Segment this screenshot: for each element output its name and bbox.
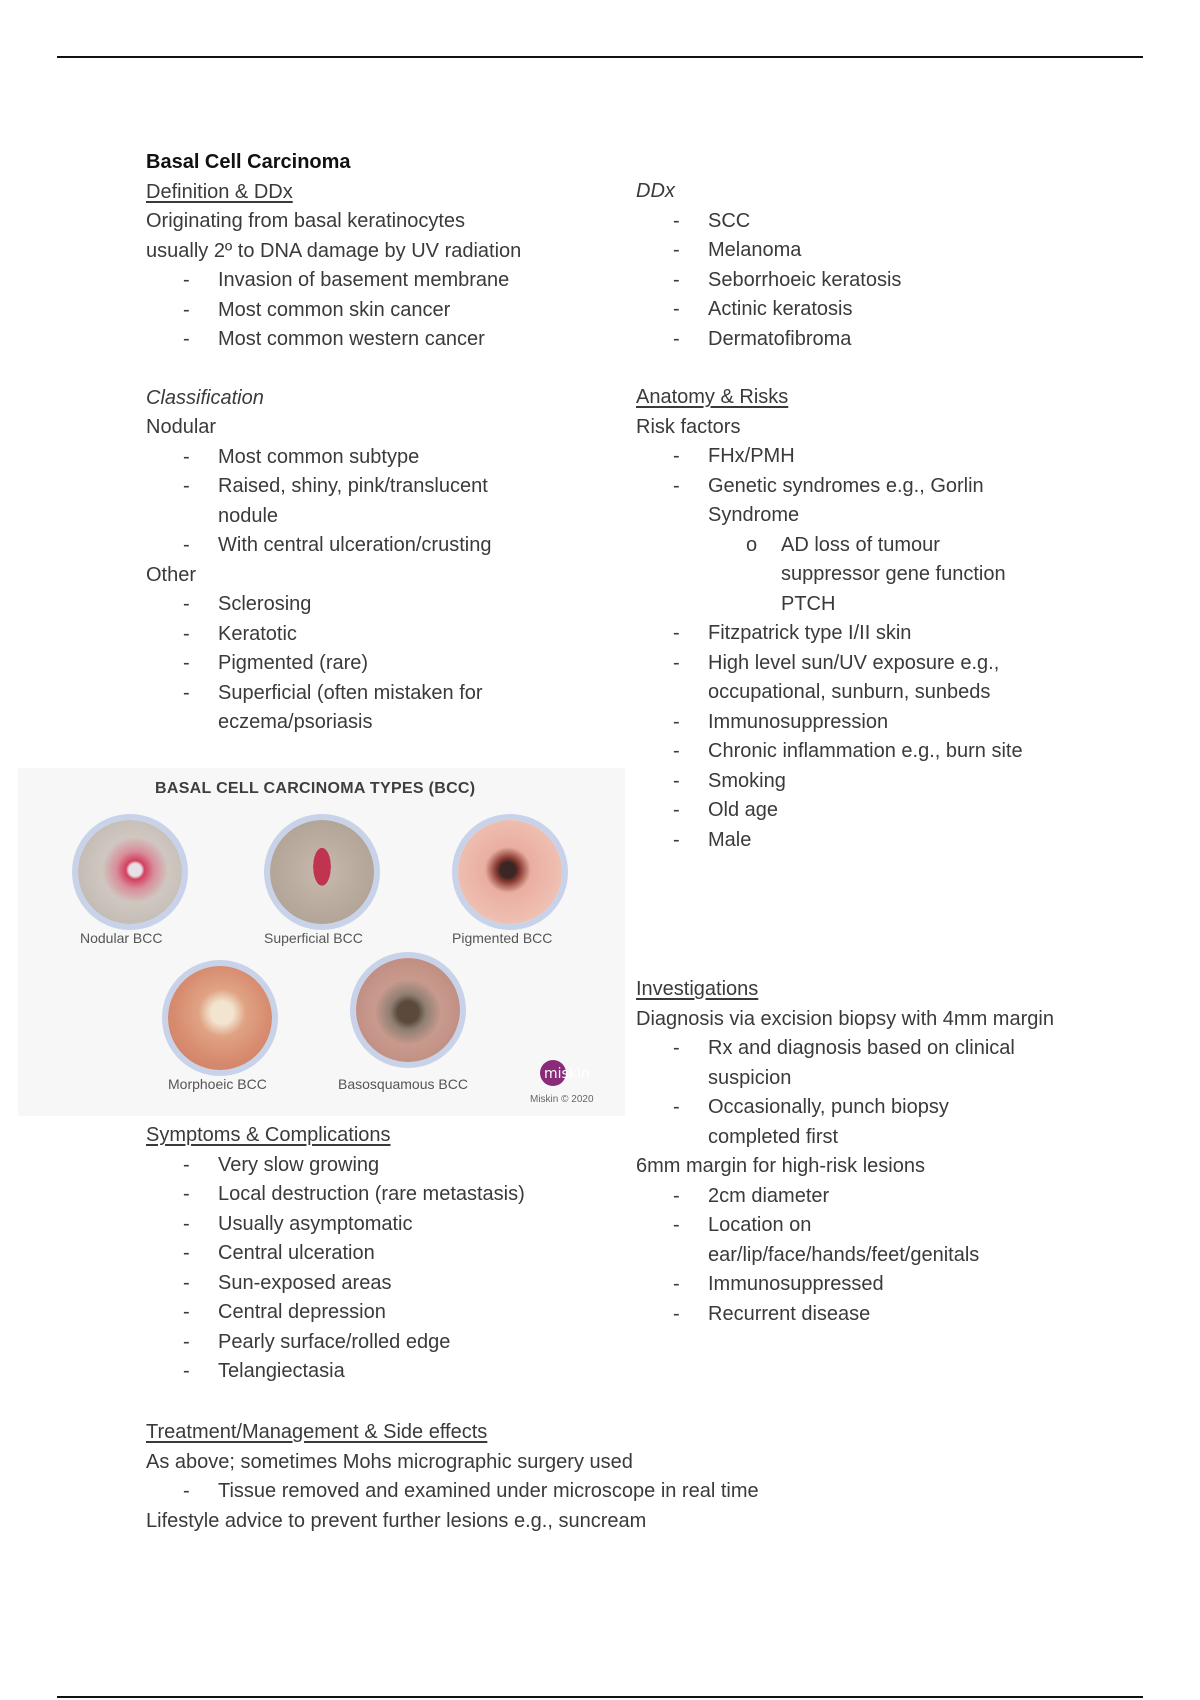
- list-item: - Pearly surface/rolled edge: [146, 1328, 616, 1358]
- high-risk-list: [636, 1182, 1056, 1330]
- treatment-line: Lifestyle advice to prevent further lesions e.g., suncream: [146, 1509, 647, 1532]
- figure-caption: Morphoeic BCC: [168, 1076, 267, 1092]
- definition-heading: Definition & DDx: [146, 180, 293, 203]
- list-item: - High level sun/UV exposure e.g., occupational, sunburn, sunbeds: [636, 649, 1056, 708]
- list-item: - Occasionally, punch biopsy completed first: [636, 1093, 1008, 1152]
- list-item: - Location on ear/lip/face/hands/feet/genitals: [636, 1211, 1038, 1270]
- treatment-section: [146, 1418, 1046, 1536]
- list-item: - Central ulceration: [146, 1239, 616, 1269]
- figure-caption: Pigmented BCC: [452, 930, 553, 946]
- ddx-heading: DDx: [636, 180, 675, 202]
- treatment-list: [146, 1477, 1046, 1507]
- list-item: - Rx and diagnosis based on clinical suspicion: [636, 1034, 1056, 1093]
- list-item: - Most common western cancer: [146, 325, 616, 355]
- basosquamous-bcc-image: [356, 958, 460, 1062]
- morphoeic-bcc-image: [168, 966, 272, 1070]
- figure-caption: Basosquamous BCC: [338, 1076, 468, 1092]
- list-item: - With central ulceration/crusting: [146, 531, 616, 561]
- nodular-list: [146, 443, 616, 561]
- list-item: - Tissue removed and examined under microscope in real time: [146, 1477, 1046, 1507]
- bcc-types-figure: [18, 768, 625, 1116]
- list-item: - Sun-exposed areas: [146, 1269, 616, 1299]
- superficial-bcc-image: [270, 820, 374, 924]
- list-item: - Sclerosing: [146, 590, 616, 620]
- anatomy-heading: Anatomy & Risks: [636, 386, 789, 408]
- list-item: - Telangiectasia: [146, 1357, 616, 1387]
- investigations-line: 6mm margin for high-risk lesions: [636, 1155, 925, 1177]
- list-item: - FHx/PMH: [636, 442, 1056, 472]
- symptoms-list: [146, 1151, 616, 1387]
- other-label: Other: [146, 563, 197, 586]
- list-item: - Superficial (often mistaken for eczema/psoriasis: [146, 679, 538, 738]
- list-item: - Invasion of basement membrane: [146, 266, 616, 296]
- definition-line: Originating from basal keratinocytes: [146, 210, 466, 232]
- other-list: [146, 590, 616, 738]
- list-item: - Seborrhoeic keratosis: [636, 266, 1056, 296]
- list-item: - Melanoma: [636, 236, 1056, 266]
- list-item: - Chronic inflammation e.g., burn site: [636, 737, 1056, 767]
- list-item: - Keratotic: [146, 620, 616, 650]
- list-item: - Immunosuppression: [636, 708, 1056, 738]
- bottom-rule: [57, 1696, 1143, 1698]
- ddx-list: [636, 207, 1056, 355]
- list-item: - Pigmented (rare): [146, 649, 616, 679]
- figure-caption: Nodular BCC: [80, 930, 163, 946]
- investigations-section: [636, 975, 1056, 1329]
- investigations-line: Diagnosis via excision biopsy with 4mm margin: [636, 1007, 1054, 1030]
- list-item: - Smoking: [636, 767, 1056, 797]
- list-item: - Central depression: [146, 1298, 616, 1328]
- list-item: - Genetic syndromes e.g., Gorlin Syndrome: [636, 472, 1056, 531]
- list-item: - Immunosuppressed: [636, 1270, 1056, 1300]
- top-rule: [57, 56, 1143, 58]
- figure-copyright: Miskin © 2020: [530, 1094, 594, 1105]
- list-item: - Most common subtype: [146, 443, 616, 473]
- list-item: - Actinic keratosis: [636, 295, 1056, 325]
- treatment-line: As above; sometimes Mohs micrographic surgery used: [146, 1450, 633, 1473]
- symptoms-heading: Symptoms & Complications: [146, 1124, 391, 1146]
- list-item: - Usually asymptomatic: [146, 1210, 616, 1240]
- risk-factors-label: Risk factors: [636, 415, 741, 438]
- symptoms-section: [146, 1121, 616, 1387]
- list-item: - Dermatofibroma: [636, 325, 1056, 355]
- figure-title: BASAL CELL CARCINOMA TYPES (BCC): [155, 780, 476, 797]
- classification-heading: Classification: [146, 386, 264, 409]
- list-item: - Very slow growing: [146, 1151, 616, 1181]
- list-item: - SCC: [636, 207, 1056, 237]
- list-item: - Local destruction (rare metastasis): [146, 1180, 616, 1210]
- left-column-top: [146, 148, 616, 738]
- list-item: - Old age: [636, 796, 1056, 826]
- definition-line: usually 2º to DNA damage by UV radiation: [146, 239, 522, 262]
- nodular-label: Nodular: [146, 416, 217, 438]
- pigmented-bcc-image: [458, 820, 562, 924]
- investigations-list: [636, 1034, 1056, 1152]
- definition-list: [146, 266, 616, 355]
- list-item: - Recurrent disease: [636, 1300, 1056, 1330]
- risk-list: [636, 442, 1056, 855]
- investigations-heading: Investigations: [636, 978, 759, 1000]
- logo-text: miskin: [544, 1066, 590, 1082]
- miskin-logo: [538, 1058, 610, 1088]
- list-item: - Raised, shiny, pink/translucent nodule: [146, 472, 518, 531]
- list-item: - 2cm diameter: [636, 1182, 1056, 1212]
- right-column: [636, 177, 1056, 855]
- list-item: - Fitzpatrick type I/II skin: [636, 619, 1056, 649]
- nodular-bcc-image: [78, 820, 182, 924]
- treatment-heading: Treatment/Management & Side effects: [146, 1421, 488, 1443]
- list-item: - Male: [636, 826, 1056, 856]
- figure-caption: Superficial BCC: [264, 930, 363, 946]
- sub-list-item: o AD loss of tumour suppressor gene function PTCH: [636, 531, 1021, 620]
- page-title: Basal Cell Carcinoma: [146, 151, 351, 173]
- list-item: - Most common skin cancer: [146, 296, 616, 326]
